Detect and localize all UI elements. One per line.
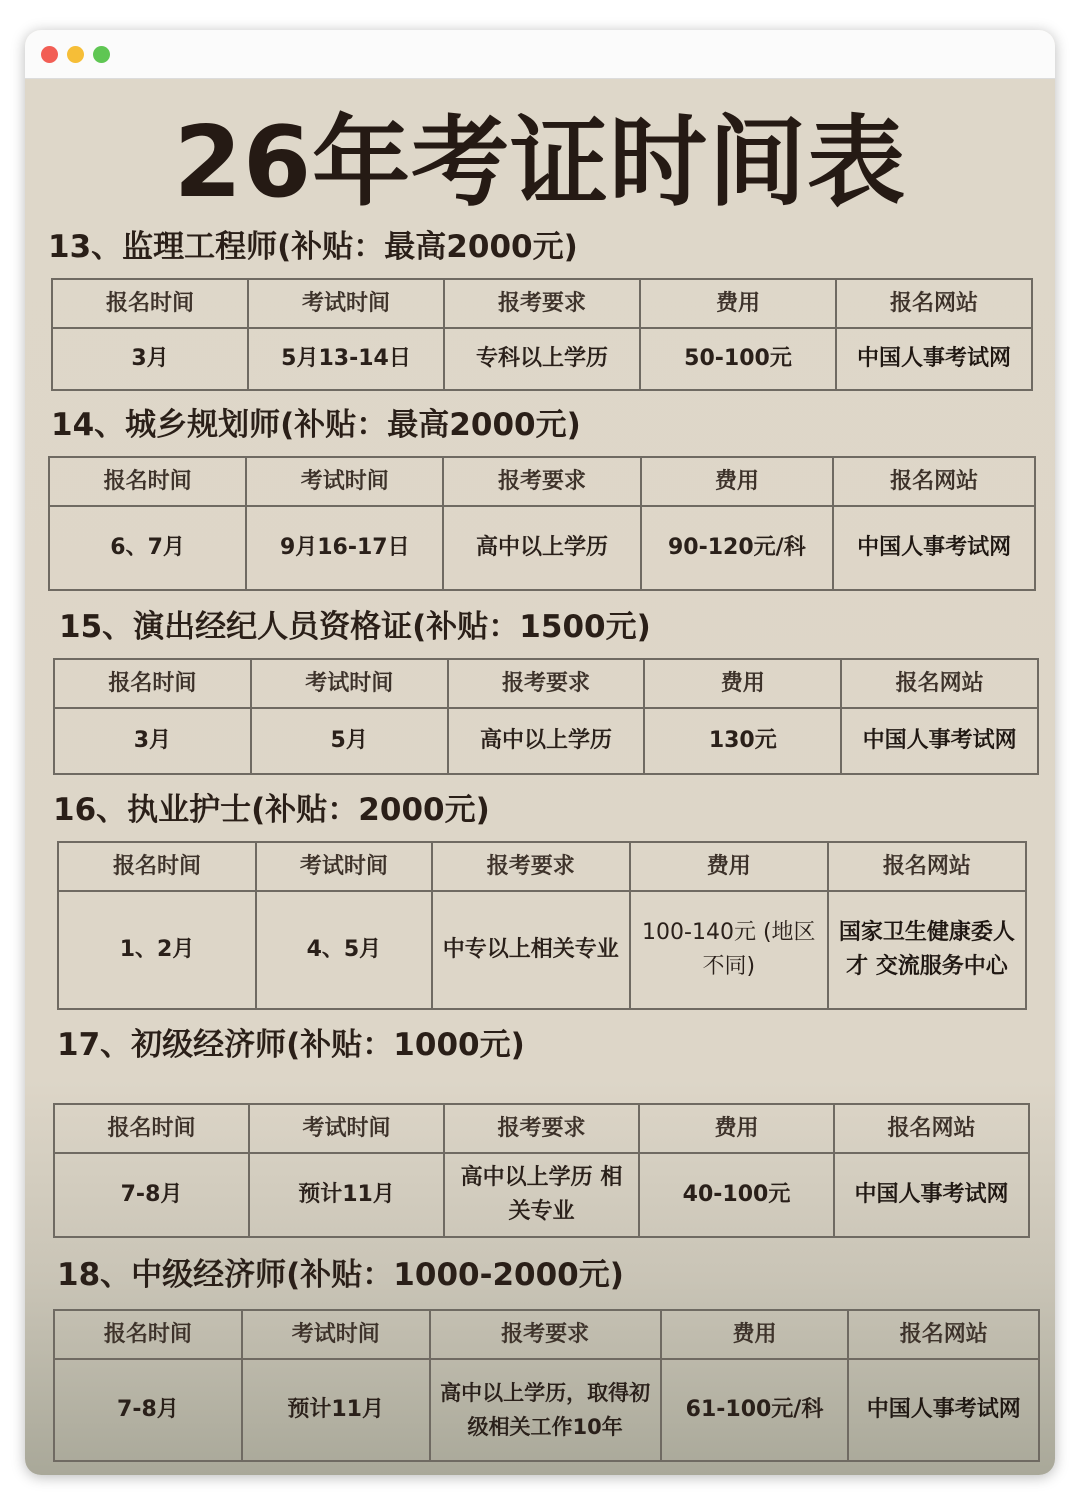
cell-exam-time: 9月16-17日 [246, 506, 443, 590]
close-window-button[interactable] [41, 46, 58, 63]
table-row [54, 708, 1038, 774]
section-18-title: 18、中级经济师(补贴：1000-2000元) [57, 1257, 624, 1293]
header-registration-time: 报名时间 [54, 659, 251, 708]
cell-website: 中国人事考试网 [841, 708, 1038, 774]
table-header-row [54, 1310, 1039, 1359]
section-15-title: 15、演出经纪人员资格证(补贴：1500元) [59, 609, 651, 645]
header-fee: 费用 [640, 279, 836, 328]
section-15-table [53, 658, 1039, 775]
header-registration-time: 报名时间 [54, 1310, 242, 1359]
cell-registration-time: 3月 [54, 708, 251, 774]
header-exam-time: 考试时间 [249, 1104, 444, 1153]
window-titlebar [25, 30, 1055, 79]
header-fee: 费用 [661, 1310, 849, 1359]
header-requirements: 报考要求 [444, 279, 640, 328]
header-registration-time: 报名时间 [49, 457, 246, 506]
cell-exam-time: 预计11月 [249, 1153, 444, 1237]
header-requirements: 报考要求 [430, 1310, 661, 1359]
cell-fee: 50-100元 [640, 328, 836, 390]
table-row [54, 1359, 1039, 1461]
cell-website: 中国人事考试网 [848, 1359, 1039, 1461]
section-14-title: 14、城乡规划师(补贴：最高2000元) [51, 407, 581, 443]
section-14-table [48, 456, 1036, 591]
app-window [25, 30, 1055, 1475]
section-17-table [53, 1103, 1030, 1238]
cell-registration-time: 1、2月 [58, 891, 256, 1009]
cell-fee: 90-120元/科 [641, 506, 834, 590]
cell-fee: 130元 [644, 708, 841, 774]
cell-registration-time: 3月 [52, 328, 248, 390]
cell-website: 中国人事考试网 [833, 506, 1035, 590]
table-header-row [54, 659, 1038, 708]
cell-requirements: 高中以上学历 [443, 506, 640, 590]
minimize-window-button[interactable] [67, 46, 84, 63]
cell-fee: 100-140元 (地区不同) [630, 891, 828, 1009]
cell-requirements: 中专以上相关专业 [432, 891, 630, 1009]
header-website: 报名网站 [833, 457, 1035, 506]
cell-fee: 40-100元 [639, 1153, 834, 1237]
table-header-row [52, 279, 1032, 328]
header-website: 报名网站 [834, 1104, 1029, 1153]
header-registration-time: 报名时间 [58, 842, 256, 891]
section-16-title: 16、执业护士(补贴：2000元) [53, 792, 490, 828]
header-exam-time: 考试时间 [256, 842, 432, 891]
table-header-row [49, 457, 1035, 506]
cell-registration-time: 7-8月 [54, 1359, 242, 1461]
section-18-table [53, 1309, 1040, 1462]
header-requirements: 报考要求 [444, 1104, 639, 1153]
cell-website: 中国人事考试网 [836, 328, 1032, 390]
header-website: 报名网站 [836, 279, 1032, 328]
cell-exam-time: 5月13-14日 [248, 328, 444, 390]
header-fee: 费用 [641, 457, 834, 506]
cell-requirements: 高中以上学历 相关专业 [444, 1153, 639, 1237]
maximize-window-button[interactable] [93, 46, 110, 63]
header-website: 报名网站 [841, 659, 1038, 708]
header-exam-time: 考试时间 [246, 457, 443, 506]
cell-exam-time: 4、5月 [256, 891, 432, 1009]
cell-requirements: 高中以上学历 [448, 708, 645, 774]
header-requirements: 报考要求 [443, 457, 640, 506]
header-website: 报名网站 [828, 842, 1026, 891]
header-fee: 费用 [630, 842, 828, 891]
table-header-row [54, 1104, 1029, 1153]
section-13-title: 13、监理工程师(补贴：最高2000元) [48, 229, 578, 265]
header-exam-time: 考试时间 [248, 279, 444, 328]
cell-requirements: 高中以上学历，取得初级相关工作10年 [430, 1359, 661, 1461]
header-registration-time: 报名时间 [52, 279, 248, 328]
header-requirements: 报考要求 [448, 659, 645, 708]
cell-requirements: 专科以上学历 [444, 328, 640, 390]
table-row [52, 328, 1032, 390]
cell-website: 国家卫生健康委人才 交流服务中心 [828, 891, 1026, 1009]
cell-registration-time: 6、7月 [49, 506, 246, 590]
header-exam-time: 考试时间 [242, 1310, 430, 1359]
table-row [58, 891, 1026, 1009]
cell-registration-time: 7-8月 [54, 1153, 249, 1237]
page-title: 26年考证时间表 [173, 106, 907, 220]
cell-fee: 61-100元/科 [661, 1359, 849, 1461]
section-13-table [51, 278, 1033, 391]
header-fee: 费用 [639, 1104, 834, 1153]
header-registration-time: 报名时间 [54, 1104, 249, 1153]
header-exam-time: 考试时间 [251, 659, 448, 708]
table-row [49, 506, 1035, 590]
section-17-title: 17、初级经济师(补贴：1000元) [57, 1027, 525, 1063]
header-requirements: 报考要求 [432, 842, 630, 891]
cell-exam-time: 5月 [251, 708, 448, 774]
table-header-row [58, 842, 1026, 891]
header-fee: 费用 [644, 659, 841, 708]
table-row [54, 1153, 1029, 1237]
section-16-table [57, 841, 1027, 1010]
header-website: 报名网站 [848, 1310, 1039, 1359]
cell-website: 中国人事考试网 [834, 1153, 1029, 1237]
cell-exam-time: 预计11月 [242, 1359, 430, 1461]
